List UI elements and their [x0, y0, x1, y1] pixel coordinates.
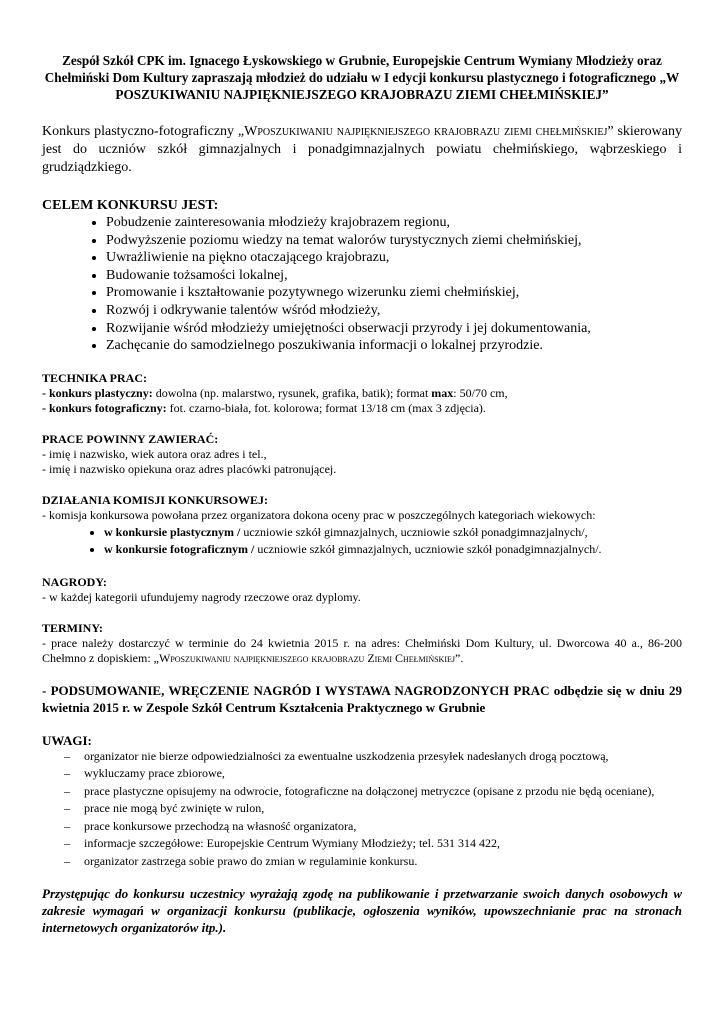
category-label: w konkursie plastycznym / [104, 524, 241, 539]
note-text: organizator zastrzega sobie prawo do zmian w regulaminie konkursu. [84, 853, 418, 868]
note-text: prace konkursowe przechodzą na własność organizatora, [84, 818, 357, 833]
consent-statement: Przystępując do konkursu uczestnicy wyrażają zgodę na publikowanie i przetwarzanie swoich danych osobowych w zakresie wymagań w organizacji konkursu (publikacje, ogłoszenia wyników, upowszechnianie prac na stronach internetowych organizatorów itp.). [42, 886, 682, 936]
deadlines-heading: TERMINY: [42, 620, 103, 635]
technique-painting-size: : 50/70 cm, [453, 385, 508, 400]
category-text: uczniowie szkół gimnazjalnych, uczniowie szkół ponadgimnazjalnych/. [254, 542, 602, 557]
technique-section [42, 371, 682, 416]
notes-heading: UWAGI: [42, 732, 92, 748]
technique-photo-label: - konkurs fotograficzny: [42, 400, 167, 415]
list-item [42, 854, 682, 870]
list-item: • Budowanie tożsamości lokalnej, [106, 267, 682, 285]
list-item [42, 766, 682, 782]
deadlines-contest-name: poszukiwaniu najpiękniejszego krajobrazu [170, 650, 365, 665]
deadlines-post: ”. [455, 650, 464, 665]
list-item [42, 819, 682, 835]
list-item [42, 836, 682, 852]
intro-post: ” skierowany jest do uczniów szkół gimnazjalnych i ponadgimnazjalnych powiatu chełmińskiego, wąbrzeskiego i grudziądzkiego. [42, 124, 682, 175]
summary-announcement: - PODSUMOWANIE, WRĘCZENIE NAGRÓD I WYSTAWA NAGRODZONYCH PRAC odbędzie się w dniu 29 kwietnia 2015 r. w Zespole Szkół Centrum Kształcenia Praktycznego w Grubnie [42, 682, 682, 715]
list-item: • Pobudzenie zainteresowania młodzieży krajobrazem regionu, [106, 214, 682, 232]
note-text: organizator nie bierze odpowiedzialności za ewentualne uszkodzenia przesyłek nadesłanych drogą pocztową, [84, 748, 609, 763]
deadlines-mid: Z [364, 650, 375, 665]
committee-heading: DZIAŁANIA KOMISJI KONKURSOWEJ: [42, 492, 269, 507]
goals-list [42, 214, 682, 355]
notes-list [42, 749, 682, 870]
dash-marker: – [64, 766, 70, 781]
deadlines-mid-2: C [391, 650, 403, 665]
note-text: informacje szczegółowe: Europejskie Centrum Wymiany Młodzieży; tel. 531 314 422, [84, 836, 500, 851]
technique-max-label: max [431, 385, 454, 400]
committee-categories [42, 524, 682, 559]
category-text: uczniowie szkół gimnazjalnych, uczniowie szkół ponadgimnazjalnych/, [240, 524, 588, 539]
note-text: prace nie mogą być zwinięte w rulon, [84, 801, 265, 816]
list-item [104, 541, 682, 559]
list-item: • Uwrażliwienie na piękno otaczającego krajobrazu, [106, 249, 682, 267]
dash-marker: – [64, 836, 70, 851]
list-item [42, 784, 682, 800]
list-item: • Zachęcanie do samodzielnego poszukiwania informacji o lokalnej przyrodzie. [106, 337, 682, 355]
category-label: w konkursie fotograficznym / [104, 542, 255, 557]
goals-heading: CELEM KONKURSU JEST: [42, 198, 219, 213]
prizes-text: - w każdej kategorii ufundujemy nagrody rzeczowe oraz dyplomy. [42, 589, 361, 604]
list-item [42, 801, 682, 817]
intro-paragraph [42, 123, 682, 177]
list-item: • Rozwój i odkrywanie talentów wśród młodzieży, [106, 302, 682, 320]
deadlines-contest-name-3: hełmińskiej [403, 650, 455, 665]
list-item: • Podwyższenie poziomu wiedzy na temat walorów turystycznych ziemi chełmińskiej, [106, 232, 682, 250]
list-item: • Rozwijanie wśród młodzieży umiejętności obserwacji przyrody i jej dokumentowania, [106, 320, 682, 338]
list-item [104, 524, 682, 542]
note-text: prace plastyczne opisujemy na odwrocie, fotograficzne na dołączonej metryczce (opisane z przodu nie będą oceniane), [84, 783, 655, 798]
technique-line-photo [42, 401, 682, 416]
contents-heading: PRACE POWINNY ZAWIERAĆ: [42, 431, 219, 446]
prizes-heading: NAGRODY: [42, 574, 107, 589]
dash-marker: – [64, 783, 70, 798]
contents-line: - imię i nazwisko opiekuna oraz adres placówki patronującej. [42, 461, 337, 476]
deadlines-pre: - prace należy dostarczyć w terminie do 24 kwietnia 2015 r. na adres: Chełmiński Dom Kultury, ul. Dworcowa 40 a., 86-200 Chełmno z dopiskiem: „W [42, 635, 682, 665]
technique-photo-text: fot. czarno-biała, fot. kolorowa; format 13/18 cm (max 3 zdjęcia). [166, 400, 486, 415]
dash-marker: – [64, 853, 70, 868]
contents-line: - imię i nazwisko, wiek autora oraz adres i tel., [42, 446, 267, 461]
technique-heading: TECHNIKA PRAC: [42, 370, 148, 385]
technique-painting-label: - konkurs plastyczny: [42, 385, 153, 400]
intro-contest-name: poszukiwaniu najpiękniejszego krajobrazu ziemi chełmińskiej [257, 124, 608, 139]
dash-marker: – [64, 801, 70, 816]
document-page [42, 52, 682, 936]
technique-painting-text: dowolna (np. malarstwo, rysunek, grafika, batik); format [152, 385, 432, 400]
dash-marker: – [64, 818, 70, 833]
intro-pre: Konkurs plastyczno-fotograficzny „W [42, 124, 258, 139]
technique-line-painting [42, 386, 682, 401]
prizes-section [42, 575, 682, 605]
contents-section [42, 432, 682, 477]
deadlines-section [42, 621, 682, 666]
committee-text: - komisja konkursowa powołana przez organizatora dokona oceny prac w poszczególnych kategoriach wiekowych: [42, 507, 596, 522]
note-text: wykluczamy prace zbiorowe, [84, 766, 225, 781]
list-item [42, 749, 682, 765]
deadlines-text [42, 636, 682, 666]
list-item: • Promowanie i kształtowanie pozytywnego wizerunku ziemi chełmińskiej, [106, 284, 682, 302]
deadlines-contest-name-2: iemi [374, 650, 392, 665]
dash-marker: – [64, 748, 70, 763]
document-title: Zespół Szkół CPK im. Ignacego Łyskowskiego w Grubnie, Europejskie Centrum Wymiany Młodzieży oraz Chełmiński Dom Kultury zapraszają młodzież do udziału w I edycji konkursu plastycznego i fotograficznego „W POSZUKIWANIU NAJPIĘKNIEJSZEGO KRAJOBRAZU ZIEMI CHEŁMIŃSKIEJ” [44, 53, 680, 102]
committee-section [42, 493, 682, 559]
